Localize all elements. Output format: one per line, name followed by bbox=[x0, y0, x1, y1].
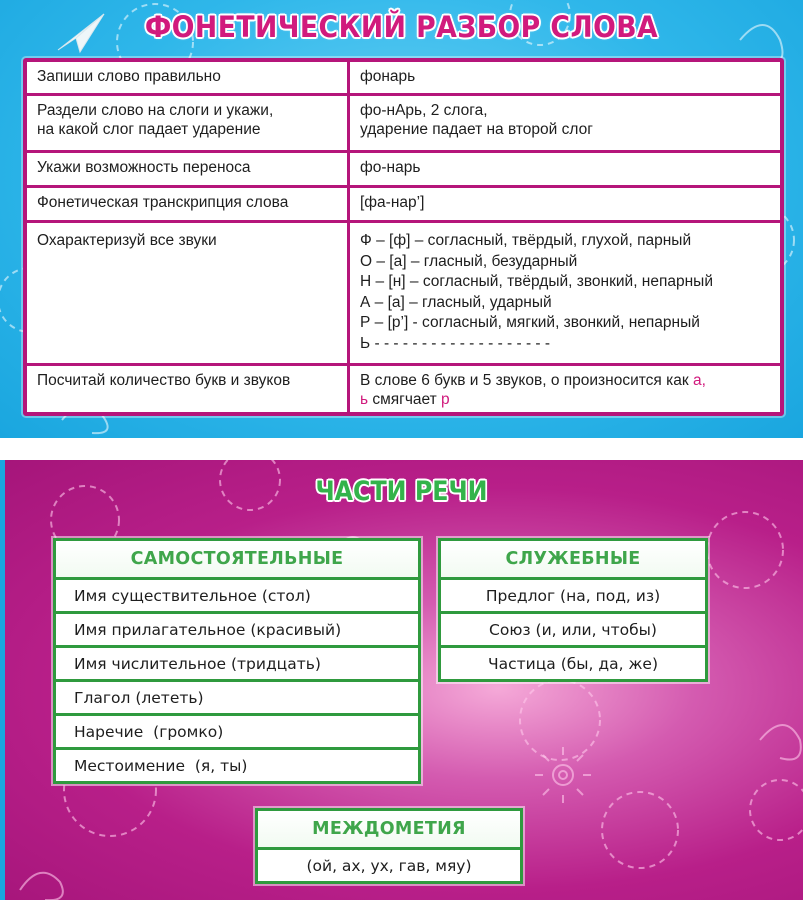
task-cell: Фонетическая транскрипция слова bbox=[27, 188, 347, 220]
parts-of-speech-title: ЧАСТИ РЕЧИ bbox=[315, 476, 488, 507]
answer-text: В слове 6 букв и 5 звуков, о произносится как bbox=[360, 372, 693, 389]
task-cell: Запиши слово правильно bbox=[27, 62, 347, 93]
independent-header: САМОСТОЯТЕЛЬНЫЕ bbox=[56, 541, 418, 577]
answer-cell bbox=[350, 96, 780, 150]
doodle-circle bbox=[602, 792, 678, 868]
left-edge-strip bbox=[0, 460, 5, 900]
sound-line: Ь - - - - - - - - - - - - - - - - - - - bbox=[360, 334, 551, 352]
divider-stripe bbox=[0, 438, 803, 460]
sound-line: Р – [р’] - согласный, мягкий, звонкий, непарный bbox=[360, 314, 700, 331]
answer-line: фо-нАрь, 2 слога, bbox=[360, 102, 488, 119]
answer-cell bbox=[350, 223, 780, 363]
list-item: Глагол (лететь) bbox=[56, 682, 418, 713]
task-cell: Укажи возможность переноса bbox=[27, 153, 347, 185]
phonetic-table bbox=[23, 58, 784, 416]
sun-doodle bbox=[535, 747, 591, 803]
highlight-letter: р bbox=[441, 391, 450, 408]
list-item: Местоимение (я, ты) bbox=[56, 750, 418, 781]
answer-cell: фонарь bbox=[350, 62, 780, 93]
task-cell: Охарактеризуй все звуки bbox=[27, 223, 347, 363]
sound-line: Ф – [ф] – согласный, твёрдый, глухой, парный bbox=[360, 232, 692, 249]
doodle-circle bbox=[750, 780, 803, 840]
interjections-box bbox=[255, 808, 523, 884]
list-item: Наречие (громко) bbox=[56, 716, 418, 747]
answer-line: ударение падает на второй слог bbox=[360, 121, 593, 138]
highlight-letter: а bbox=[692, 372, 702, 389]
list-item: Предлог (на, под, из) bbox=[441, 580, 705, 611]
answer-cell: [фа-нар’] bbox=[350, 188, 780, 220]
doodle-curl bbox=[760, 725, 801, 760]
list-item: Имя прилагательное (красивый) bbox=[56, 614, 418, 645]
answer-line bbox=[360, 371, 772, 390]
sound-line: Н – [н] – согласный, твёрдый, звонкий, непарный bbox=[360, 273, 713, 290]
task-cell: Посчитай количество букв и звуков bbox=[27, 366, 347, 412]
auxiliary-parts-box bbox=[438, 538, 708, 682]
independent-parts-box bbox=[53, 538, 421, 784]
highlight-letter: ь bbox=[360, 391, 369, 408]
interjections-header: МЕЖДОМЕТИЯ bbox=[258, 811, 520, 847]
answer-line bbox=[360, 390, 772, 409]
phonetic-panel bbox=[0, 0, 803, 438]
auxiliary-header: СЛУЖЕБНЫЕ bbox=[441, 541, 705, 577]
doodle-curl bbox=[20, 873, 63, 900]
sound-line: О – [а] – гласный, безударный bbox=[360, 252, 578, 270]
phonetic-title: ФОНЕТИЧЕСКИЙ РАЗБОР СЛОВА bbox=[144, 10, 659, 44]
task-cell: Раздели слово на слоги и укажи, на какой слог падает ударение bbox=[27, 96, 347, 150]
doodle-circle bbox=[520, 680, 600, 760]
doodle-circle bbox=[707, 512, 783, 588]
answer-text: смягчает bbox=[368, 391, 442, 408]
list-item: Союз (и, или, чтобы) bbox=[441, 614, 705, 645]
list-item: Имя существительное (стол) bbox=[56, 580, 418, 611]
list-item: (ой, ах, ух, гав, мяу) bbox=[258, 850, 520, 881]
list-item: Имя числительное (тридцать) bbox=[56, 648, 418, 679]
answer-cell bbox=[350, 366, 780, 412]
answer-punct: , bbox=[701, 372, 706, 389]
list-item: Частица (бы, да, же) bbox=[441, 648, 705, 679]
sound-line: А – [а] – гласный, ударный bbox=[360, 293, 552, 311]
answer-cell: фо-нарь bbox=[350, 153, 780, 185]
